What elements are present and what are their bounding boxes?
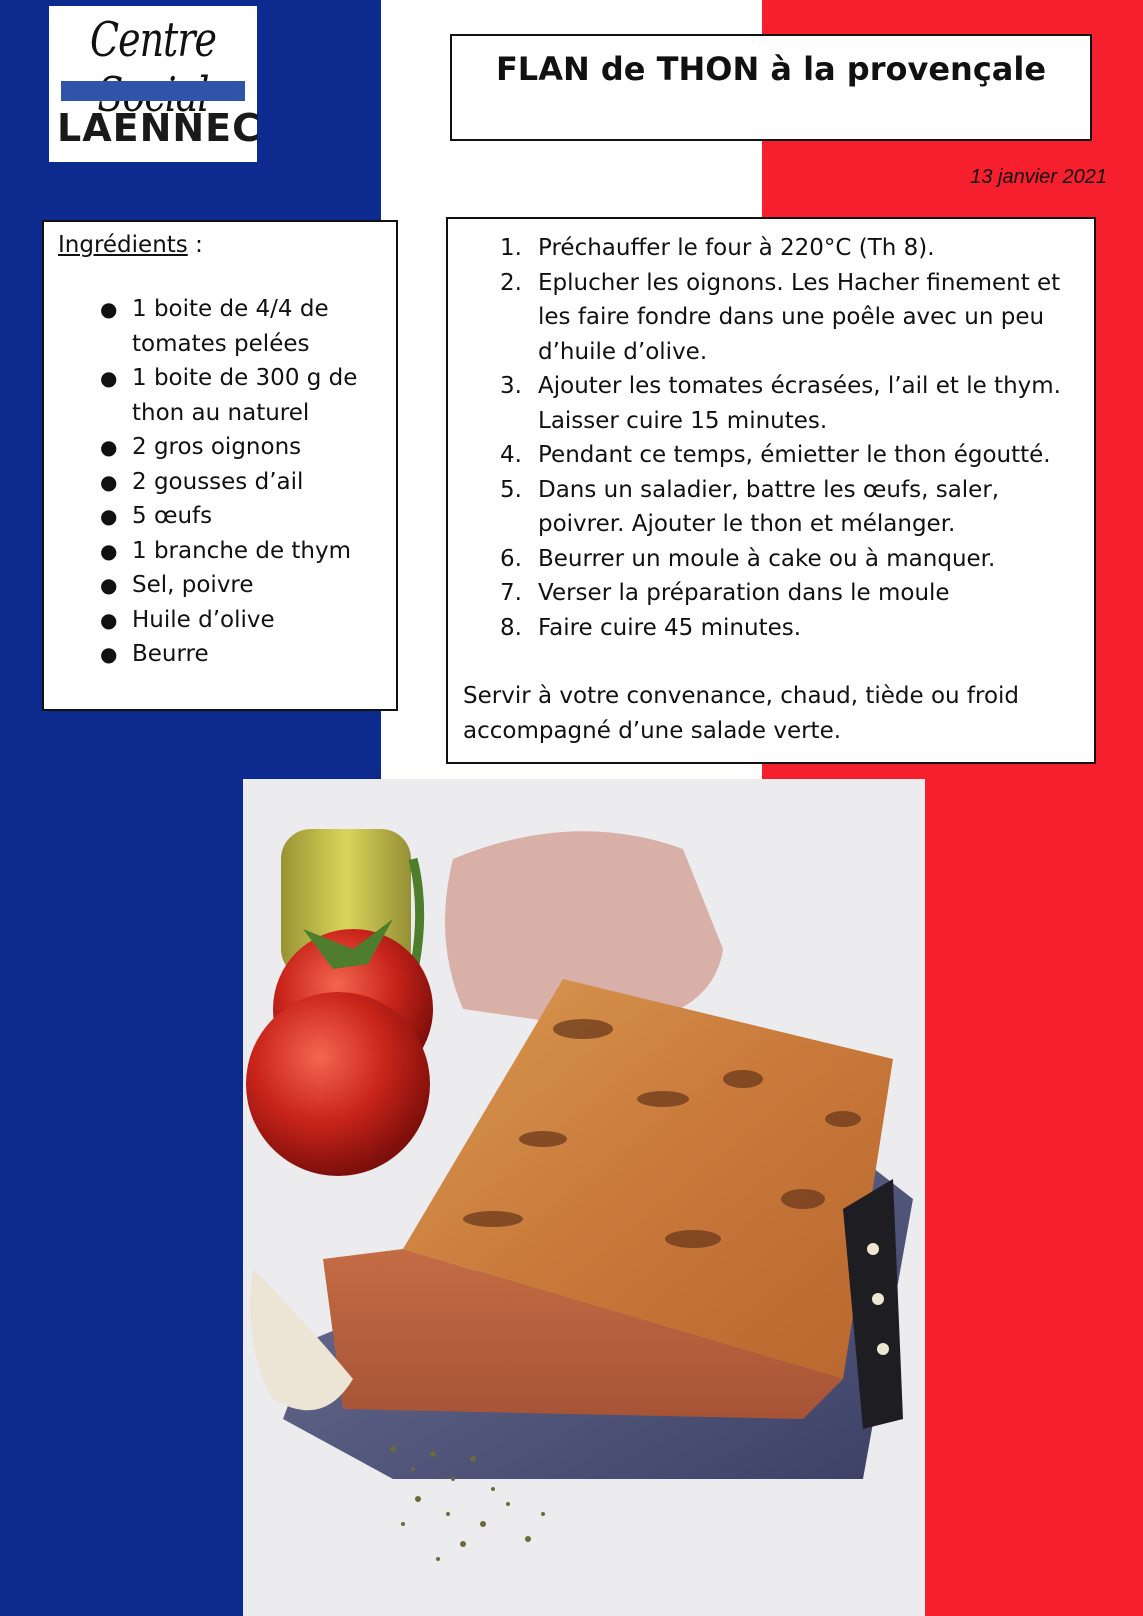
- ingredient-item: [44, 430, 396, 465]
- ingredient-text: 1 boite de 300 g de thon au naturel: [132, 365, 358, 426]
- ingredient-text: 1 boite de 4/4 de tomates pelées: [132, 296, 329, 357]
- step-number: 3.: [500, 373, 522, 399]
- step-text: Ajouter les tomates écrasées, l’ail et le thym. Laisser cuire 15 minutes.: [538, 373, 1061, 434]
- step-item: [448, 611, 1094, 646]
- step-item: [448, 542, 1094, 577]
- bullet-icon: ●: [100, 607, 118, 632]
- knife-rivet: [872, 1293, 884, 1305]
- bullet-icon: ●: [100, 435, 118, 459]
- ingredient-item: [44, 568, 396, 603]
- centre-social-logo: [49, 6, 262, 162]
- bullet-icon: ●: [100, 469, 118, 494]
- ingredient-item: [44, 603, 396, 638]
- step-item: [448, 576, 1094, 611]
- recipe-title: FLAN de THON à la provençale: [495, 50, 1047, 88]
- ingredient-item: [44, 499, 396, 534]
- flan-photo-illustration: [243, 779, 925, 1616]
- ingredient-item: [44, 465, 396, 500]
- serving-note: Servir à votre convenance, chaud, tiède ou froid accompagné d’une salade verte.: [463, 683, 1020, 744]
- logo-name-text: LAENNEC: [57, 106, 262, 150]
- steps-box: [446, 217, 1096, 764]
- bullet-icon: ●: [100, 573, 118, 597]
- step-text: Pendant ce temps, émietter le thon égoutté.: [538, 442, 1051, 468]
- step-text: Dans un saladier, battre les œufs, saler, poivrer. Ajouter le thon et mélanger.: [538, 476, 1000, 537]
- step-number: 7.: [500, 580, 522, 606]
- step-number: 2.: [500, 269, 522, 296]
- ingredients-list: [44, 292, 396, 672]
- ingredient-text: 2 gros oignons: [132, 434, 302, 460]
- flan-photo: [243, 779, 925, 1616]
- step-number: 4.: [500, 442, 522, 468]
- steps-list: [448, 231, 1094, 645]
- step-item: [448, 438, 1094, 473]
- ingredients-heading: [58, 232, 203, 258]
- step-number: 8.: [500, 614, 522, 641]
- step-text: Beurrer un moule à cake ou à manquer.: [538, 545, 996, 572]
- step-text: Préchauffer le four à 220°C (Th 8).: [538, 235, 935, 261]
- step-number: 6.: [500, 545, 522, 572]
- ingredient-text: Sel, poivre: [132, 572, 254, 598]
- ingredient-text: 5 œufs: [132, 503, 213, 529]
- logo-script-text: Centre: [90, 12, 216, 67]
- step-item: [448, 473, 1094, 542]
- ingredient-item: [44, 637, 396, 672]
- ingredient-item: [44, 361, 396, 430]
- ingredient-text: 2 gousses d’ail: [132, 468, 304, 495]
- step-number: 1.: [500, 235, 522, 261]
- step-text: Verser la préparation dans le moule: [538, 580, 950, 606]
- ingredient-text: 1 branche de thym: [132, 537, 352, 564]
- title-box: [450, 34, 1092, 141]
- logo-bar: [61, 81, 245, 101]
- ingredients-heading-label: Ingrédients: [58, 232, 188, 258]
- ingredient-text: Beurre: [132, 641, 209, 667]
- step-item: [448, 266, 1094, 370]
- ingredient-text: Huile d’olive: [132, 606, 275, 633]
- ingredient-item: [44, 292, 396, 361]
- ingredient-item: [44, 534, 396, 569]
- step-item: [448, 231, 1094, 266]
- bullet-icon: ●: [100, 642, 118, 666]
- step-text: Faire cuire 45 minutes.: [538, 614, 802, 641]
- bullet-icon: ●: [100, 538, 118, 563]
- bullet-icon: ●: [100, 297, 118, 321]
- bullet-icon: ●: [100, 504, 118, 528]
- knife-rivet: [877, 1343, 889, 1355]
- bullet-icon: ●: [100, 366, 118, 390]
- ingredients-box: [42, 220, 398, 711]
- step-item: [448, 369, 1094, 438]
- step-text: Eplucher les oignons. Les Hacher finement et les faire fondre dans une poêle avec un peu d’huile d’olive.: [538, 269, 1061, 365]
- ingredients-heading-colon: :: [187, 232, 203, 258]
- step-number: 5.: [500, 476, 522, 503]
- tomato-bottom: [246, 992, 430, 1176]
- recipe-date: 13 janvier 2021: [970, 166, 1107, 188]
- knife-rivet: [867, 1243, 879, 1255]
